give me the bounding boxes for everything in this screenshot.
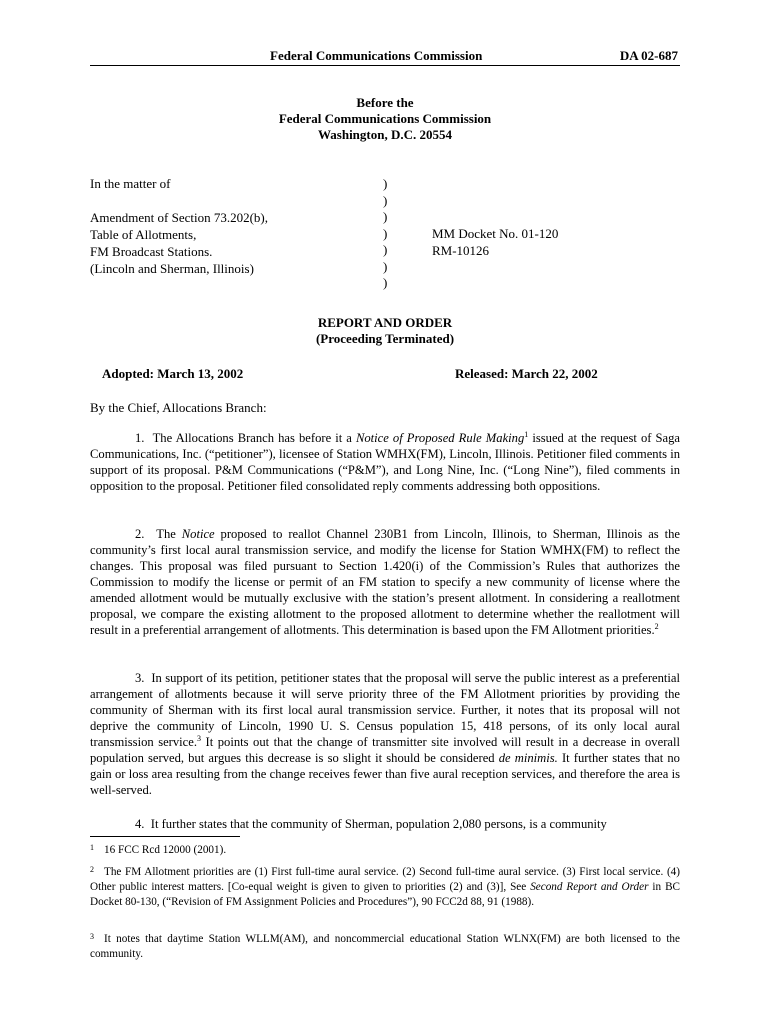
paragraph-3: [90, 670, 680, 798]
caption-line: FM Broadcast Stations.: [90, 244, 213, 259]
footnote-text: 16 FCC Rcd 12000 (2001).: [104, 844, 227, 856]
before-location: Washington, D.C. 20554: [318, 127, 452, 142]
caption-parentheses: [383, 176, 387, 292]
notice-title: Notice of Proposed Rule Making: [355, 431, 525, 445]
footnote-3: [90, 932, 680, 962]
paren: ): [383, 192, 388, 208]
paren: ): [383, 176, 388, 191]
footnote-number: 2: [90, 865, 94, 874]
paren: ): [383, 258, 388, 274]
byline: By the Chief, Allocations Branch:: [90, 400, 267, 415]
italic-term: de minimis.: [498, 751, 558, 765]
report-title: [0, 315, 770, 347]
released-date: Released: March 22, 2002: [455, 366, 598, 381]
footnote-text: It notes that daytime Station WLLM(AM), and noncommercial educational Station WLNX(FM) are both licensed to the community.: [90, 933, 680, 960]
paragraph-text: proposed to reallot Channel 230B1 from Lincoln, Illinois, to Sherman, Illinois as the community’s first local aural transmission service, and modify the license for Station WMHX(FM) to reflect the changes. This proposal was filed pursuant to Section 1.420(i) of the Commission’s Rules that authorizes the Commission to modify the license or permit of an FM station to specify a new community of license where the amended allotment would be mutually exclusive with the station’s present allotment. In considering a reallotment proposal, we compare the existing allotment to the proposed allotment to determine whether the reallotment will result in a preferential arrangement of allotments. This determination is based upon the FM Allotment priorities.: [90, 527, 681, 637]
title-main: REPORT AND ORDER: [317, 315, 453, 330]
docket-number: MM Docket No. 01-120: [432, 226, 559, 241]
before-agency: Federal Communications Commission: [278, 111, 492, 126]
paren: ): [383, 242, 388, 257]
header-doc-number: DA 02-687: [619, 48, 678, 63]
paragraph-number: 3.: [135, 671, 145, 685]
paren: ): [383, 209, 388, 224]
footnote-2: [90, 865, 680, 910]
footnote-text: in BC Docket 80-130, (“Revision of FM Assignment Policies and Procedures”), 90 FCC2d 88, 91 (1988).: [90, 881, 680, 908]
paren: ): [383, 275, 388, 290]
paragraph-4: [90, 816, 680, 832]
footnote-italic: Second Report and Order: [530, 881, 649, 893]
caption-right: [432, 226, 558, 260]
footnote-number: 1: [90, 843, 94, 852]
caption-line: Amendment of Section 73.202(b),: [90, 210, 268, 225]
page-header: [90, 45, 680, 66]
paragraph-text: It further states that the community of Sherman, population 2,080 persons, is a community: [150, 817, 607, 831]
before-block: [0, 95, 770, 143]
footnote-ref: 1: [524, 429, 529, 439]
footnote-text: The FM Allotment priorities are (1) First full-time aural service. (2) Second full-time aural service. (3) First local service. (4) Other public interest matters. [Co-equal weight is given to given to priorities (2) and (3)], See: [90, 866, 680, 893]
adopted-date: Adopted: March 13, 2002: [102, 366, 244, 381]
footnote-1: [90, 843, 680, 858]
rm-number: RM-10126: [432, 243, 490, 258]
caption-line: (Lincoln and Sherman, Illinois): [90, 261, 254, 276]
caption-line: Table of Allotments,: [90, 227, 197, 242]
caption-matter: In the matter of: [90, 176, 171, 191]
paragraph-2: [90, 526, 680, 638]
title-sub: (Proceeding Terminated): [315, 331, 455, 346]
paren: ): [383, 225, 388, 241]
paragraph-text: In support of its petition, petitioner states that the proposal will serve the public interest as a preferential arrangement of allotments because it will serve priority three of the FM Allotment priorities by providing the community of Sherman with its first local aural transmission service. Further, it notes that its proposal will not deprive the community of Lincoln, 1990 U. S. Census population 15, 418 persons, of its only local aural transmission service.: [90, 671, 680, 749]
notice-title: Notice: [181, 527, 215, 541]
before-line: Before the: [356, 95, 414, 110]
paragraph-text: The: [156, 527, 182, 541]
paragraph-number: 1.: [135, 431, 145, 445]
footnote-divider: [90, 836, 240, 837]
paragraph-text: issued at the request of Saga Communications, Inc. (“petitioner”), licensee of Station WMHX(FM), Lincoln, Illinois. Petitioner filed comments in support of its proposal. P&M Communications (“P&M”), and Long Nine, Inc. (“Long Nine”), filed comments in opposition to the proposal. Petitioner filed consolidated reply comments addressing both oppositions.: [90, 431, 681, 493]
footnote-ref: 2: [654, 621, 659, 631]
paragraph-text: It points out that the change of transmitter site involved will result in a decrease in overall population served, but argues this decrease is so slight it should be considered: [90, 735, 680, 765]
paragraph-number: 2.: [135, 527, 145, 541]
footnote-ref: 3: [197, 733, 201, 743]
caption-left: [90, 176, 268, 278]
paragraph-text: It further states that no gain or loss area resulting from the change receives fewer than five aural reception services, and therefore the area is well-served.: [90, 751, 680, 797]
header-agency: Federal Communications Commission: [270, 48, 483, 63]
paragraph-text: The Allocations Branch has before it a: [152, 431, 356, 445]
paragraph-number: 4.: [135, 817, 145, 831]
paragraph-1: [90, 430, 680, 494]
footnote-number: 3: [90, 932, 94, 941]
